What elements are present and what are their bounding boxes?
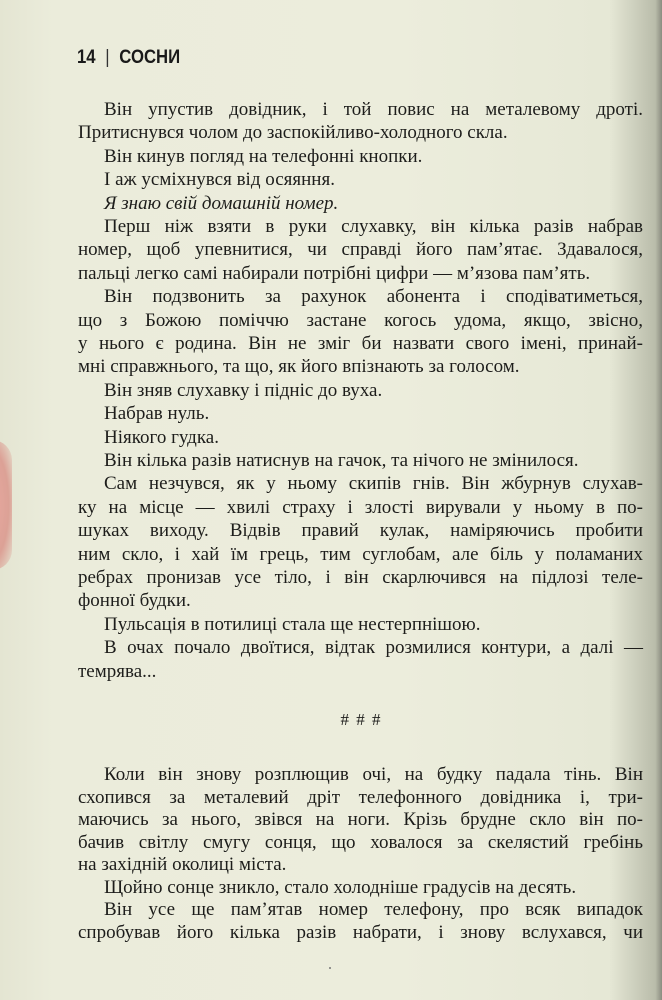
text-line: Я знаю свій домашній номер. <box>104 192 339 214</box>
text-line: спробував його кілька разів набрати, і знову вслухався, чи <box>78 921 643 943</box>
text-line: В очах почало двоїтися, відтак розмилися контури, а далі — <box>104 637 643 659</box>
text-line: Коли він знову розплющив очі, на будку падала тінь. Він <box>104 764 643 785</box>
text-line: Притиснувся чолом до заспокійливо-холодного скла. <box>78 122 508 144</box>
paper-speck <box>329 967 331 969</box>
text-line: Він усе ще пам’ятав номер телефону, про всяк випадок <box>104 899 643 920</box>
text-line: Пульсація в потилиці стала ще нестерпнішою. <box>104 613 481 635</box>
text-line: І аж усміхнувся від осяяння. <box>104 169 335 191</box>
text-line: у нього є родина. Він не зміг би назвати свого імені, принай- <box>78 333 643 354</box>
text-line: Сам незчувся, як у ньому скипів гнів. Він жбурнув слухав- <box>104 473 643 495</box>
text-line: мні справжнього, та що, як його впізнають за голосом. <box>78 356 520 378</box>
text-line: Він кілька разів натиснув на гачок, та нічого не змінилося. <box>104 450 579 471</box>
text-line: номер, щоб упевнитися, чи справді його пам’ятає. Здавалося, <box>78 239 643 261</box>
page-number: 14 <box>77 47 96 68</box>
thumb-holding-page <box>0 440 12 570</box>
text-line: пальці легко самі набирали потрібні цифри — м’язова пам’ять. <box>78 262 591 284</box>
text-line: Він подзвонить за рахунок абонента і сподіватиметься, <box>104 286 643 308</box>
text-line: схопився за металевий дріт телефонного довідника і, три- <box>78 786 643 808</box>
text-line: що з Божою поміччю застане когось удома, якщо, звісно, <box>78 309 643 331</box>
text-line: на західній околиці міста. <box>78 854 287 875</box>
book-title: СОСНИ <box>119 47 181 68</box>
header-separator: | <box>105 47 110 68</box>
text-line: Він кинув погляд на телефонні кнопки. <box>104 145 423 167</box>
text-line: бачив світлу смугу сонця, що ховалося за скелястий гребінь <box>78 831 643 853</box>
text-line: шуках виходу. Відвів правий кулак, наміряючись пробити <box>78 520 643 542</box>
text-line: фонної будки. <box>78 590 191 612</box>
text-line: Щойно сонце зникло, стало холодніше градусів на десять. <box>104 876 577 898</box>
text-line: ним скло, і хай їм грець, тим суглобам, але біль у поламаних <box>78 543 643 565</box>
text-line: Він упустив довідник, і той повис на металевому дроті. <box>104 99 643 120</box>
text-line: Він зняв слухавку і підніс до вуха. <box>104 379 383 401</box>
text-line: ку на місце — хвилі страху і злості вирували у ньому в по- <box>78 496 643 518</box>
text-line: ребрах пронизав усе тіло, і він скарлючився на підлозі теле- <box>78 567 643 588</box>
section-break: # # # <box>340 710 381 729</box>
text-line: темрява... <box>78 660 157 682</box>
running-header <box>77 47 180 69</box>
text-line: Перш ніж взяти в руки слухавку, він кілька разів набрав <box>104 216 643 237</box>
text-line: маючись за нього, звівся на ноги. Крізь брудне скло він по- <box>78 809 643 830</box>
text-line: Набрав нуль. <box>104 403 210 425</box>
text-line: Ніякого гудка. <box>104 426 219 448</box>
